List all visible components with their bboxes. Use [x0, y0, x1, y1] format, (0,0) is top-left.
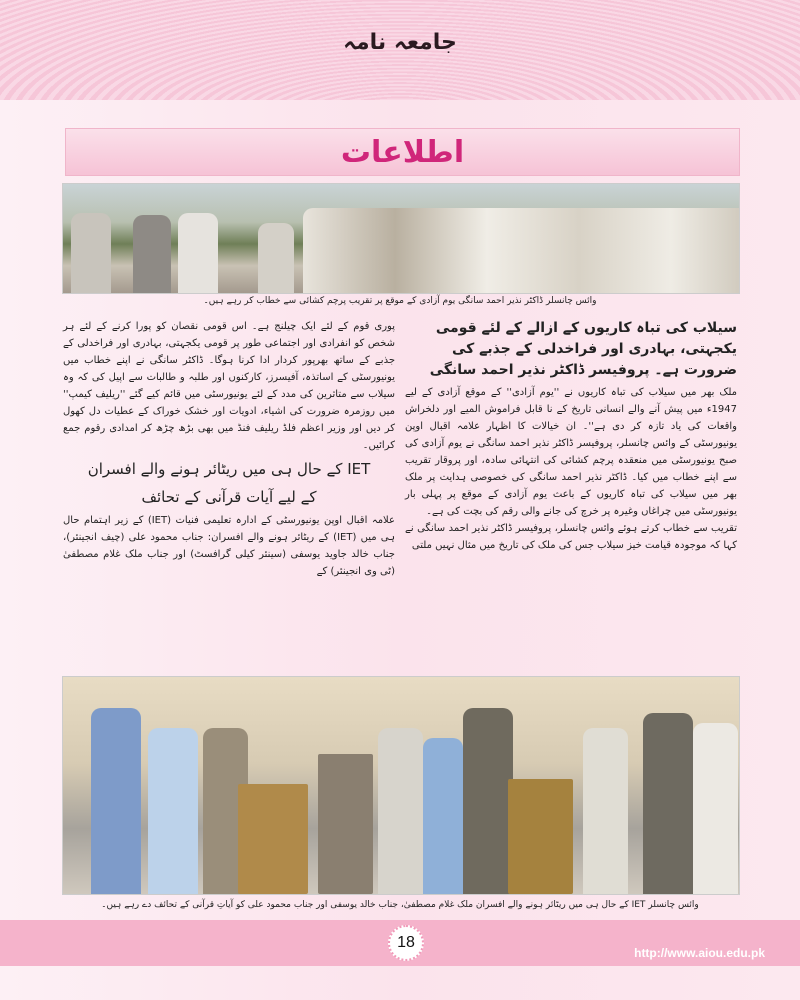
person-figure	[178, 213, 218, 293]
person-figure	[583, 728, 628, 894]
page-footer	[0, 920, 800, 966]
person-figure	[91, 708, 141, 894]
page-number: 18	[388, 925, 424, 961]
crowd	[303, 208, 740, 293]
calligraphy-frame	[318, 754, 373, 894]
person-figure	[643, 713, 693, 894]
photo2-caption: وائس چانسلر IET کے حال ہی میں ریٹائر ہونے والے افسران ملک غلام مصطفیٰ، جناب خالد یوسفی اور جناب محمود علی کو آیاتِ قرآنی کے تحائف دے رہے ہیں۔	[101, 900, 699, 910]
article1-paragraph: پوری قوم کے لئے ایک چیلنج ہے۔ اس قومی نقصان کو پورا کرنے کے لئے ہر شخص کو انفرادی اور اجتماعی طور پر قومی یکجہتی، بہادری اور فراخدلی کے جذبے کے ساتھ بھرپور کردار ادا کرنا ہوگا۔ ڈاکٹر سانگی نے اپنے خطاب میں یونیورسٹی کے اساتذہ، آفیسرز، کارکنوں اور طلبہ و طالبات سے اپیل کی کہ وہ سیلاب سے متاثرین کی مدد کے لئے یونیورسٹی میں قائم کیے گئے ''ریلیف کیمپ'' میں روزمرہ ضرورت کی اشیاء، ادویات اور خشک خوراک کے عطیات دل کھول کر دیں اور وزیر اعظم فلڈ ریلیف فنڈ میں بھی بڑھ چڑھ کر امدادی رقوم جمع کرائیں۔	[63, 321, 395, 451]
calligraphy-frame	[508, 779, 573, 894]
article1-headline: سیلاب کی تباہ کاریوں کے ازالے کے لئے قومی یکجہتی، بہادری اور فراخدلی کے جذبے کی ضرورت ہے۔ پروفیسر ڈاکٹر نذیر احمد سانگی	[429, 320, 737, 378]
person-figure	[423, 738, 463, 894]
person-figure	[693, 723, 738, 894]
article2-paragraph: علامہ اقبال اوپن یونیورسٹی کے ادارہ تعلیمی فنیات (IET) کے زیر اہتمام حال ہی میں (IET) کے ریٹائر ہونے والے افسران: جناب محمود علی (چیف انجینئر)، جناب خالد جاوید یوسفی (سینئر کیلی گرافسٹ) اور جناب ملک غلام مصطفیٰ (ٹی وی انجینئر) کے	[63, 515, 395, 577]
person-figure	[258, 223, 294, 293]
person-figure	[378, 728, 423, 894]
article2-headline-line1: IET کے حال ہی میں ریٹائر ہونے والے افسران	[87, 460, 371, 478]
person-figure	[148, 728, 198, 894]
person-figure	[71, 213, 111, 293]
section-banner	[65, 128, 740, 176]
article1-paragraph: تقریب سے خطاب کرتے ہوئے وائس چانسلر، پروفیسر ڈاکٹر نذیر احمد سانگی نے کہا کہ موجودہ قیامت خیز سیلاب جس کی ملک کی تاریخ میں مثال نہیں ملتی	[405, 523, 737, 551]
article1-paragraph: ملک بھر میں سیلاب کی تباہ کاریوں نے ''یوم آزادی'' کے موقع آزادی کے لیے 1947ء میں پیش آنے والے انسانی تاریخ کے نا قابل فراموش المیے اور دلخراش واقعات کی یاد تازہ کر دی ہے''۔ ان خیالات کا اظہار علامہ اقبال اوپن یونیورسٹی کے وائس چانسلر، پروفیسر ڈاکٹر نذیر احمد سانگی نے یوم آزادی کی صبح یونیورسٹی میں منعقدہ پرچم کشائی کی انتہائی سادہ، اور پروقار تقریب سے اپنے خطاب میں کیا۔ ڈاکٹر نذیر احمد سانگی کی خصوصی ہدایت پر ملک بھر میں سیلاب کی تباہ کاریوں کے باعث یوم آزادی کے موقع پر پہلی بار یونیورسٹی میں چراغاں وغیرہ پر خرچ کی جانے والی رقم کی بچت کی ہے۔	[405, 387, 737, 517]
article-continuation-column	[63, 318, 395, 580]
section-title: اطلاعات	[340, 134, 465, 170]
calligraphy-frame	[238, 784, 308, 894]
flag-hoisting-photo	[62, 183, 740, 294]
article1-column	[405, 318, 737, 554]
article2-headline-line2: کے لیے آیات قرآنی کے تحائف	[141, 488, 317, 506]
gift-ceremony-photo	[62, 676, 740, 895]
person-figure	[133, 215, 171, 293]
page-header	[0, 0, 800, 100]
person-figure	[463, 708, 513, 894]
photo1-caption: وائس چانسلر ڈاکٹر نذیر احمد سانگی یوم آزادی کے موقع پر تقریب پرچم کشائی سے خطاب کر رہے ہیں۔	[203, 296, 597, 306]
website-link[interactable]: http://www.aiou.edu.pk	[634, 946, 765, 960]
magazine-title: جامعہ نامہ	[343, 30, 457, 55]
